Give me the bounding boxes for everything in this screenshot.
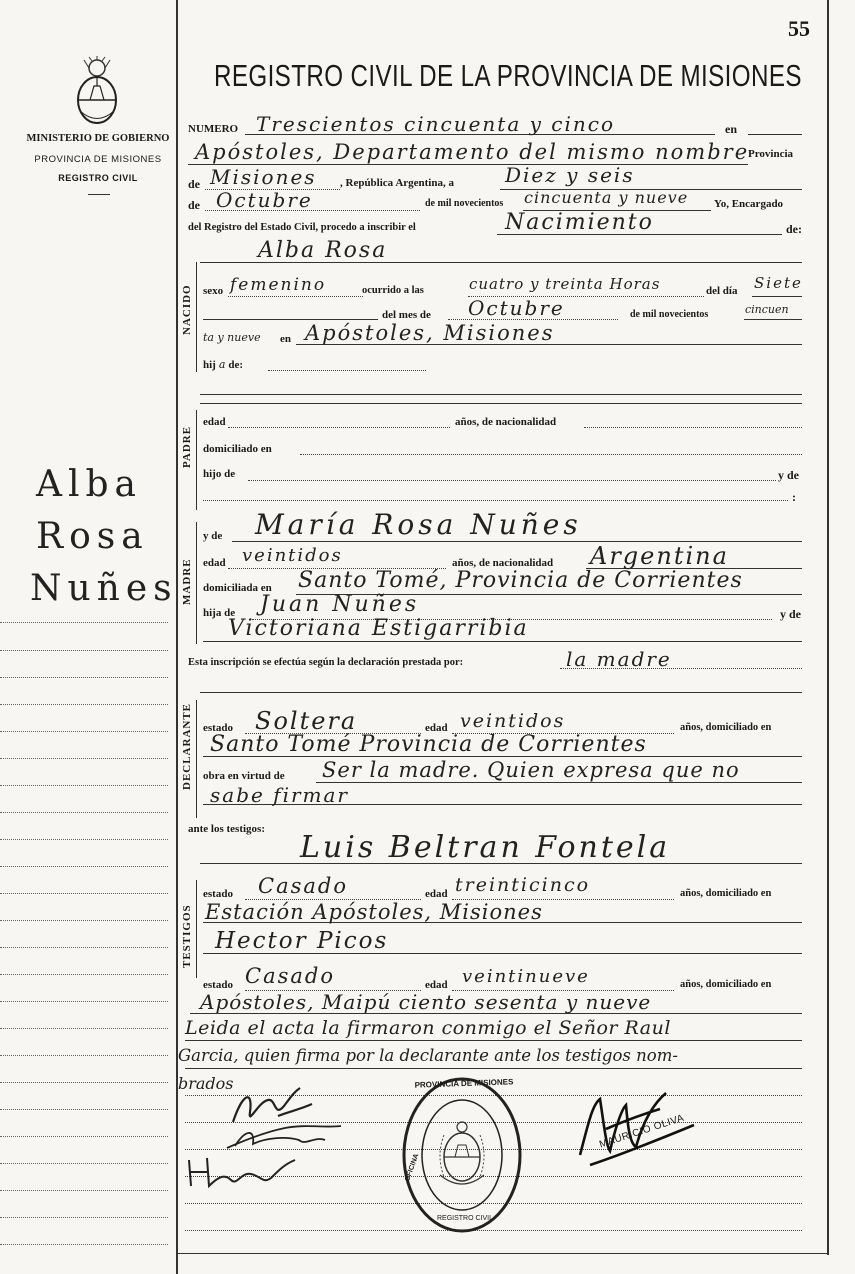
line-cierre-2 — [185, 1068, 802, 1069]
label-padre-y-de: y de — [778, 468, 799, 482]
hw-decl-estado: Soltera — [255, 707, 358, 735]
label-en-2: en — [280, 333, 291, 345]
seal-text-left: OFICINA — [404, 1152, 421, 1183]
line-dia-nac — [752, 296, 802, 297]
line-madre-madre — [203, 641, 802, 642]
label-del-dia: del día — [706, 285, 738, 297]
section-bracket-madre — [196, 522, 197, 644]
hw-numero: Trescientos cincuenta y cinco — [256, 112, 615, 136]
label-republica: , República Argentina, a — [340, 177, 454, 189]
hw-t1-dom: Estación Apóstoles, Misiones — [205, 900, 543, 924]
hw-madre-nombre: María Rosa Nuñes — [255, 508, 582, 541]
label-t1-edad: edad — [425, 888, 448, 900]
hw-madre-padre: Juan Nuñes — [260, 592, 420, 617]
hw-madre-edad: veintidos — [242, 545, 343, 566]
section-bracket-nacido — [196, 262, 197, 372]
line-padre-hijo-de — [248, 480, 776, 481]
hw-cierre-2: Garcia, quien firma por la declarante ante los testigos nom- — [178, 1046, 678, 1065]
label-provincia: Provincia — [748, 148, 794, 160]
label-madre-dom: domiciliada en — [203, 582, 272, 594]
label-de-mil: de mil novecientos — [425, 198, 504, 209]
label-decl-estado: estado — [203, 722, 233, 734]
officer-name-stamp: MAURICIO OLIVA — [598, 1112, 686, 1151]
hw-hij-suffix: a — [218, 358, 226, 371]
official-seal — [400, 1075, 525, 1235]
label-madre-hija-de: hija de — [203, 607, 236, 619]
page-number: 55 — [788, 16, 810, 41]
office-name: REGISTRO CIVIL — [58, 173, 138, 183]
hw-t1-estado: Casado — [258, 874, 348, 898]
section-bracket-declarante — [196, 700, 197, 818]
hw-madre-nac: Argentina — [590, 542, 729, 570]
label-numero: NUMERO — [188, 123, 239, 135]
label-t1-estado: estado — [203, 888, 233, 900]
hw-dia-nac: Siete — [754, 274, 803, 292]
hw-testigo-1: Luis Beltran Fontela — [300, 830, 671, 865]
label-de2: de — [188, 198, 200, 212]
seal-text-bottom: REGISTRO CIVIL — [436, 1215, 493, 1222]
hw-hora: cuatro y treinta Horas — [469, 275, 661, 293]
label-decl-anios: años, domiciliado en — [680, 722, 772, 733]
label-madre-y-de: y de — [780, 607, 801, 621]
label-padre-colon: : — [792, 490, 796, 504]
section-label-declarante: DECLARANTE — [181, 702, 193, 790]
margin-note-line-1: Alba — [36, 464, 143, 505]
line-obra-1 — [316, 782, 802, 783]
label-de-colon: de: — [786, 222, 802, 236]
coat-of-arms-icon — [72, 56, 122, 126]
hw-tipo: Nacimiento — [505, 210, 654, 235]
line-en — [748, 134, 802, 135]
label-t2-edad: edad — [425, 979, 448, 991]
section-label-testigos: TESTIGOS — [181, 904, 193, 968]
hw-madre-dom: Santo Tomé, Provincia de Corrientes — [298, 568, 743, 593]
section-bracket-testigos — [196, 880, 197, 978]
hw-testigo-2: Hector Picos — [215, 928, 389, 954]
label-sexo: sexo — [203, 285, 224, 297]
line-padre-top-2 — [200, 403, 802, 404]
hw-nombre: Alba Rosa — [258, 238, 388, 263]
label-del-registro: del Registro del Estado Civil, procedo a inscribir el — [188, 222, 416, 233]
label-de-mil-2: de mil novecientos — [630, 309, 709, 320]
hw-t2-edad: veintinueve — [462, 966, 590, 987]
page-title: REGISTRO CIVIL DE LA PROVINCIA DE MISIONES — [214, 58, 802, 93]
hw-sexo: femenino — [230, 275, 327, 295]
label-de: de — [188, 177, 200, 191]
line-padre-madre — [203, 500, 788, 501]
label-madre-edad: edad — [203, 557, 226, 569]
margin-note-line-3: Nuñes — [30, 568, 178, 609]
section-bracket-padre — [196, 410, 197, 510]
hw-dia: Diez y seis — [505, 163, 635, 187]
hw-anio-nac-2: ta y nueve — [203, 331, 261, 344]
signature-witness-3 — [185, 1150, 305, 1195]
label-madre-nac: años, de nacionalidad — [452, 557, 554, 569]
hw-cierre-3: brados — [178, 1074, 234, 1093]
line-padre-top — [200, 394, 802, 395]
hw-declarante: la madre — [566, 647, 672, 671]
hw-obra-2: sabe firmar — [210, 783, 349, 807]
hw-obra-1: Ser la madre. Quien expresa que no — [322, 758, 740, 782]
hw-decl-dom: Santo Tomé Provincia de Corrientes — [210, 732, 647, 757]
hw-lugar: Apóstoles, Departamento del mismo nombre — [195, 140, 750, 164]
hw-t1-edad: treinticinco — [455, 874, 591, 896]
label-t1-anios: años, domiciliado en — [680, 888, 772, 899]
right-border — [827, 0, 829, 1255]
label-ocurrido: ocurrido a las — [362, 285, 424, 296]
line-hij — [268, 370, 426, 371]
label-del-mes: del mes de — [382, 309, 431, 321]
label-yo-encargado: Yo, Encargado — [714, 198, 784, 210]
hw-madre-madre: Victoriana Estigarribia — [228, 616, 529, 641]
hw-anio-nac-1: cincuen — [745, 303, 789, 316]
hw-lugar-nac: Apóstoles, Misiones — [305, 321, 555, 345]
line-padre-dom — [300, 454, 802, 455]
hw-cierre-1: Leida el acta la firmaron conmigo el Señor Raul — [185, 1017, 671, 1039]
line-cierre-1 — [185, 1040, 802, 1041]
label-hij: hij a de: — [203, 358, 244, 371]
section-label-madre: MADRE — [181, 558, 193, 605]
section-label-padre: PADRE — [181, 425, 193, 468]
label-en: en — [725, 122, 737, 136]
label-padre-nac: años, de nacionalidad — [455, 416, 557, 428]
label-ante-testigos: ante los testigos: — [188, 823, 265, 835]
line-decl-top — [200, 692, 802, 693]
line-padre-nac — [584, 427, 802, 428]
hw-t2-estado: Casado — [245, 964, 335, 988]
hw-t2-dom: Apóstoles, Maipú ciento sesenta y nueve — [200, 990, 652, 1014]
label-t2-anios: años, domiciliado en — [680, 979, 772, 990]
hw-anio: cincuenta y nueve — [524, 188, 689, 207]
ministry-name: MINISTERIO DE GOBIERNO — [26, 133, 170, 144]
bottom-border — [176, 1253, 828, 1254]
seal-text-top: PROVINCIA DE MISIONES — [414, 1077, 514, 1090]
province-name: PROVINCIA DE MISIONES — [34, 154, 162, 165]
header-rule — [88, 194, 110, 195]
hw-provincia: Misiones — [210, 165, 317, 189]
label-t2-estado: estado — [203, 979, 233, 991]
hw-decl-edad: veintidos — [460, 710, 566, 732]
label-decl-edad: edad — [425, 722, 448, 734]
label-inscripcion: Esta inscripción se efectúa según la declaración prestada por: — [188, 657, 464, 668]
label-padre-dom: domiciliado en — [203, 443, 272, 455]
label-hij-de: de: — [228, 359, 244, 371]
hw-mes-nac: Octubre — [468, 296, 565, 320]
label-padre-edad: edad — [203, 416, 226, 428]
section-label-nacido: NACIDO — [181, 284, 193, 335]
label-y-de: y de — [203, 530, 223, 542]
hw-mes: Octubre — [216, 188, 313, 212]
label-padre-hijo-de: hijo de — [203, 468, 236, 480]
label-obra: obra en virtud de — [203, 770, 285, 782]
line-sexo — [228, 296, 363, 297]
line-padre-edad — [228, 427, 450, 428]
line-nacido-2 — [203, 319, 378, 320]
margin-note-line-2: Rosa — [36, 516, 149, 557]
line-anio-nac-1 — [744, 319, 802, 320]
